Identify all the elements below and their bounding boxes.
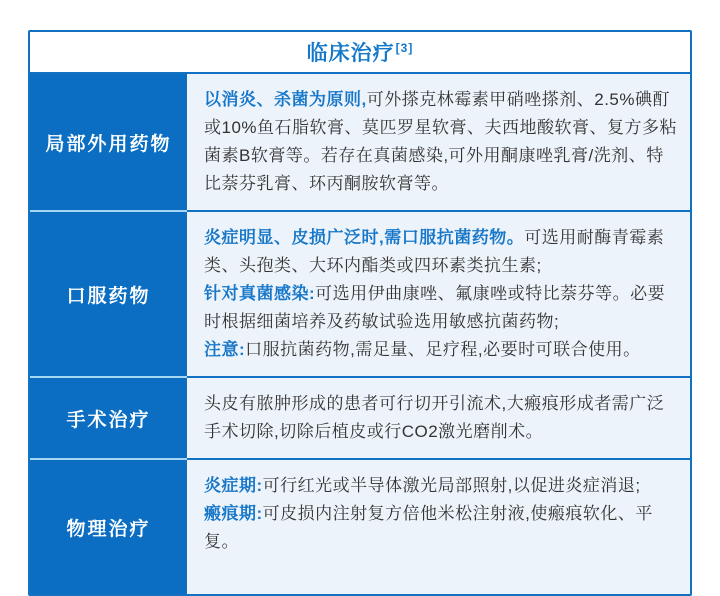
content-paragraph bbox=[204, 472, 678, 500]
table-row bbox=[30, 458, 690, 594]
highlight-text-segment: 注意: bbox=[204, 340, 246, 359]
content-paragraph bbox=[204, 86, 678, 198]
content-paragraph bbox=[204, 224, 678, 280]
highlight-text-segment: 针对真菌感染: bbox=[204, 284, 316, 303]
row-content bbox=[187, 458, 690, 594]
highlight-text-segment: 炎症明显、皮损广泛时,需口服抗菌药物。 bbox=[204, 228, 525, 247]
text-segment: 可皮损内注射复方倍他米松注射液,使瘢痕软化、平复。 bbox=[204, 504, 653, 551]
table-rows bbox=[30, 74, 690, 594]
row-content bbox=[187, 210, 690, 376]
table-header bbox=[30, 32, 690, 74]
text-segment: 口服抗菌药物,需足量、足疗程,必要时可联合使用。 bbox=[245, 340, 641, 359]
row-label: 物理治疗 bbox=[30, 458, 187, 594]
reference-sup[interactable]: [3] bbox=[395, 41, 414, 55]
row-label: 口服药物 bbox=[30, 210, 187, 376]
table-row bbox=[30, 376, 690, 458]
highlight-text-segment: 炎症期: bbox=[204, 476, 263, 495]
row-content bbox=[187, 74, 690, 210]
table-row bbox=[30, 210, 690, 376]
text-segment: 可选用伊曲康唑、氟康唑或特比萘芬等。必要时根据细菌培养及药敏试验选用敏感抗菌药物; bbox=[204, 284, 666, 331]
row-label: 手术治疗 bbox=[30, 376, 187, 458]
text-segment: 可行红光或半导体激光局部照射,以促进炎症消退; bbox=[262, 476, 641, 495]
clinical-treatment-table bbox=[28, 30, 692, 596]
row-label: 局部外用药物 bbox=[30, 74, 187, 210]
page-title bbox=[307, 37, 414, 67]
table-row bbox=[30, 74, 690, 210]
content-paragraph bbox=[204, 336, 678, 364]
row-content bbox=[187, 376, 690, 458]
text-segment: 头皮有脓肿形成的患者可行切开引流术,大瘢痕形成者需广泛手术切除,切除后植皮或行CO2激光磨削术。 bbox=[204, 394, 665, 441]
highlight-text-segment: 以消炎、杀菌为原则, bbox=[204, 90, 367, 109]
content-paragraph bbox=[204, 390, 678, 446]
content-paragraph bbox=[204, 500, 678, 556]
highlight-text-segment: 瘢痕期: bbox=[204, 504, 263, 523]
text-segment: 可外搽克林霉素甲硝唑搽剂、2.5%碘酊或10%鱼石脂软膏、莫匹罗星软膏、夫西地酸软膏、复方多粘菌素B软膏等。若存在真菌感染,可外用酮康唑乳膏/洗剂、特比萘芬乳膏、环丙酮胺软膏等。 bbox=[204, 90, 678, 193]
text-segment: 可选用耐酶青霉素类、头孢类、大环内酯类或四环素类抗生素; bbox=[204, 228, 665, 275]
page-title-text: 临床治疗 bbox=[306, 42, 395, 65]
content-paragraph bbox=[204, 280, 678, 336]
